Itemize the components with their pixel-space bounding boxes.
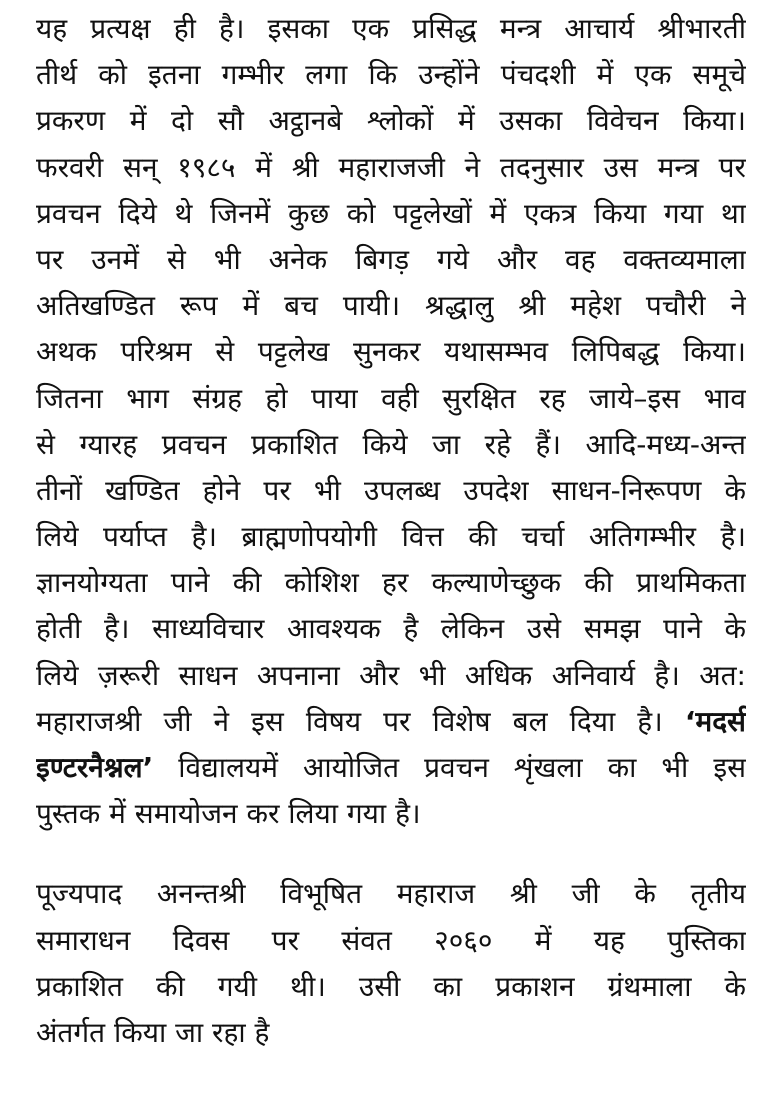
text-line: प्रकाशित की गयी थी। उसी का प्रकाशन ग्रंथमाला के	[36, 969, 746, 1003]
text-line: अंतर्गत किया जा रहा है	[36, 1015, 270, 1049]
paragraph-1	[36, 6, 746, 837]
text-line: फरवरी सन् १९८५ में श्री महाराजजी ने तदनुसार उस मन्त्र पर	[36, 150, 746, 184]
text-line: यह प्रत्यक्ष ही है। इसका एक प्रसिद्ध मन्त्र आचार्य श्रीभारती	[36, 12, 746, 45]
text-line	[36, 699, 746, 745]
text-line: तीनों खण्डित होने पर भी उपलब्ध उपदेश साधन-निरूपण के	[36, 473, 746, 507]
text-line: पर उनमें से भी अनेक बिगड़ गये और वह वक्तव्यमाला	[36, 242, 746, 276]
text-line: समाराधन दिवस पर संवत २०६० में यह पुस्तिका	[36, 923, 746, 957]
text-line: अथक परिश्रम से पट्टलेख सुनकर यथासम्भव लिपिबद्ध किया।	[36, 335, 746, 369]
text-line: होती है। साध्यविचार आवश्यक है लेकिन उसे समझ पाने के	[36, 612, 746, 646]
text-line: लिये ज़रूरी साधन अपनाना और भी अधिक अनिवार्य है। अत:	[36, 658, 746, 692]
text-line: से ग्यारह प्रवचन प्रकाशित किये जा रहे हैं। आदि-मध्य-अन्त	[36, 427, 746, 461]
paragraph-2	[36, 871, 746, 1056]
text-line: ज्ञानयोग्यता पाने की कोशिश हर कल्याणेच्छुक की प्राथमिकता	[36, 566, 746, 600]
text-line: जितना भाग संग्रह हो पाया वही सुरक्षित रह जाये–इस भाव	[36, 381, 746, 415]
text-segment: विद्यालयमें आयोजित प्रवचन शृंखला का भी इस	[178, 751, 746, 784]
text-line: लिये पर्याप्त है। ब्राह्मणोपयोगी वित्त की चर्चा अतिगम्भीर है।	[36, 520, 746, 554]
text-line: पूज्यपाद अनन्तश्री विभूषित महाराज श्री जी के तृतीय	[36, 877, 746, 911]
school-name-bold-end: इण्टरनैश्नल’	[36, 751, 154, 784]
text-line: प्रवचन दिये थे जिनमें कुछ को पट्टलेखों में एकत्र किया गया था	[36, 196, 746, 230]
text-segment: महाराजश्री जी ने इस विषय पर विशेष बल दिया है।	[36, 704, 663, 738]
text-line: पुस्तक में समायोजन कर लिया गया है।	[36, 797, 421, 831]
text-line: प्रकरण में दो सौ अट्ठानबे श्लोकों में उसका विवेचन किया।	[36, 104, 746, 138]
text-line: अतिखण्डित रूप में बच पायी। श्रद्धालु श्री महेश पचौरी ने	[36, 289, 746, 323]
paragraph-gap	[36, 837, 746, 871]
text-line: तीर्थ को इतना गम्भीर लगा कि उन्होंने पंचदशी में एक समूचे	[36, 58, 746, 92]
document-page	[36, 6, 746, 1056]
text-line	[36, 745, 746, 791]
school-name-bold-start: ‘मदर्स	[684, 704, 746, 738]
